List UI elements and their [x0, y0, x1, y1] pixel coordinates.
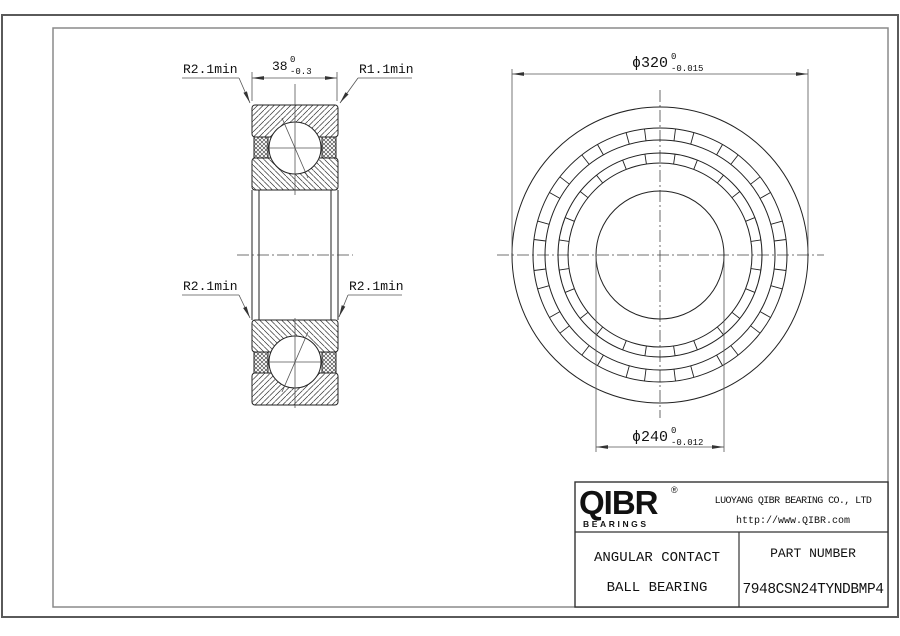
brand-logo-subtext: BEARINGS: [583, 519, 649, 529]
leader-top-right: [340, 78, 358, 103]
bore-tol-upper: 0: [671, 426, 677, 436]
leader-mid-right: [339, 295, 348, 317]
radius-label-mid-right: R2.1min: [349, 279, 404, 294]
od-tol-upper: 0: [671, 52, 677, 62]
width-tol-upper: 0: [290, 55, 296, 65]
product-type-line1: ANGULAR CONTACT: [593, 550, 721, 566]
part-number-value: 7948CSN24TYNDBMP4: [742, 582, 884, 598]
cage-section-top-left: [254, 137, 268, 158]
radius-label-top-left: R2.1min: [183, 62, 238, 77]
title-block: [575, 482, 888, 607]
od-tol-lower: -0.015: [671, 64, 704, 74]
cage-section-bottom-right: [322, 352, 336, 373]
product-type-line2: BALL BEARING: [606, 580, 708, 596]
registered-trademark-icon: ®: [671, 485, 678, 495]
part-number-label: PART NUMBER: [770, 546, 856, 561]
od-dim-text: ϕ320: [631, 55, 668, 72]
width-dim-text: 38: [272, 59, 288, 74]
bore-dim-text: ϕ240: [631, 429, 668, 446]
cross-section-view: [237, 84, 353, 408]
radius-label-mid-left: R2.1min: [183, 279, 238, 294]
width-tol-lower: -0.3: [290, 67, 312, 77]
leader-top-left: [239, 78, 250, 103]
cage-section-top-right: [322, 137, 336, 158]
leader-mid-left: [239, 295, 250, 318]
brand-logo: QIBR: [579, 484, 658, 521]
cage-section-bottom-left: [254, 352, 268, 373]
bore-tol-lower: -0.012: [671, 438, 704, 448]
company-name: LUOYANG QIBR BEARING CO., LTD: [714, 496, 872, 507]
radius-label-top-right: R1.1min: [359, 62, 414, 77]
company-website: http://www.QIBR.com: [735, 516, 851, 527]
front-view: [497, 90, 824, 418]
